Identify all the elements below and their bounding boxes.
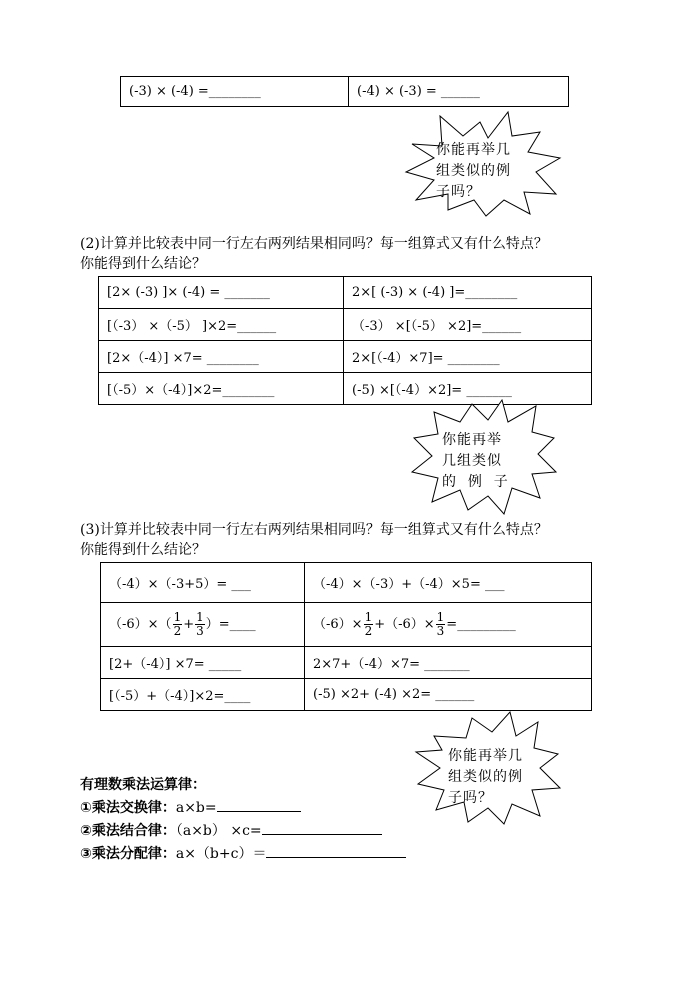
section2-r4-left: [（-5）×（-4）]×2=________ — [99, 373, 344, 405]
bubble1-line2: 组类似的例 — [436, 163, 511, 179]
section3-prompt-line2: 你能得到什么结论？ — [80, 542, 206, 558]
section2-r1-right: 2×[ (-3) × (-4) ]=________ — [344, 277, 592, 309]
expr-part: （-6）×（ — [109, 617, 172, 632]
bubble2-line2: 几组类似 — [442, 453, 502, 469]
law2-blank — [262, 822, 382, 835]
section3-r2-left — [101, 603, 305, 647]
expr-part: ）=____ — [205, 617, 256, 632]
section3-r3-right: 2×7+（-4）×7= _______ — [305, 647, 592, 679]
section3-prompt-line1: (3)计算并比较表中同一行左右两列结果相同吗？每一组算式又有什么特点？ — [80, 522, 548, 538]
section2-r4-right: (-5) ×[（-4）×2]= _______ — [344, 373, 592, 405]
section1-table — [120, 76, 569, 107]
section3-r4-left: [（-5）+（-4）]×2=____ — [101, 679, 305, 711]
section3-r1-right: （-4）×（-3）+（-4）×5= ___ — [305, 563, 592, 603]
law2-label: ②乘法结合律： — [80, 823, 176, 839]
section3-r4-right: (-5) ×2+ (-4) ×2= ______ — [305, 679, 592, 711]
law3-expr: a×（b+c）＝ — [175, 846, 267, 862]
bubble2-line3: 的 例 子 — [442, 474, 509, 490]
bubble1-line1: 你能再举几 — [436, 142, 511, 158]
bubble3-line3: 子吗？ — [448, 790, 493, 806]
expr-part: （-6）× — [313, 617, 363, 632]
law1-expr: a×b= — [175, 800, 217, 816]
law3-blank — [266, 845, 406, 858]
law-associative — [80, 820, 406, 843]
section2-r3-right: 2×[（-4）×7]= ________ — [344, 341, 592, 373]
section2-prompt-line1: (2)计算并比较表中同一行左右两列结果相同吗？每一组算式又有什么特点？ — [80, 236, 548, 252]
law3-label: ③乘法分配律： — [80, 846, 176, 862]
section3-r3-left: [2+（-4）] ×7= _____ — [101, 647, 305, 679]
law1-label: ①乘法交换律： — [80, 800, 176, 816]
speech-burst-3 — [412, 710, 562, 828]
speech-burst-1 — [400, 108, 565, 218]
section3-r2-right — [305, 603, 592, 647]
bubble3-line1: 你能再举几 — [448, 748, 523, 764]
section1-left-cell: (-3) × (-4) =________ — [121, 77, 349, 107]
section2-r2-right: （-3） ×[（-5） ×2]=______ — [344, 309, 592, 341]
section2-r2-left: [（-3） ×（-5） ]×2=______ — [99, 309, 344, 341]
bubble2-line1: 你能再举 — [442, 432, 502, 448]
law2-expr: （a×b） ×c= — [175, 823, 262, 839]
section2-prompt — [80, 234, 548, 274]
laws-title: 有理数乘法运算律： — [80, 777, 206, 793]
fraction-half: $\frac{1}{2}$ — [173, 610, 182, 638]
plus-sign: + — [183, 617, 195, 632]
bubble1-line3: 子吗？ — [436, 184, 481, 200]
fraction-third: $\frac{1}{3}$ — [196, 610, 204, 638]
section3-r1-left: （-4）×（-3+5）= ___ — [101, 563, 305, 603]
section3-prompt — [80, 520, 548, 560]
fraction-third: $\frac{1}{3}$ — [436, 610, 445, 638]
speech-burst-2 — [408, 398, 558, 516]
expr-part: =_________ — [446, 617, 516, 632]
section1-right-cell: (-4) × (-3) = ______ — [349, 77, 569, 107]
section2-r1-left: [2× (-3) ]× (-4) = _______ — [99, 277, 344, 309]
fraction-half: $\frac{1}{2}$ — [364, 610, 373, 638]
section2-prompt-line2: 你能得到什么结论？ — [80, 256, 206, 272]
bubble3-line2: 组类似的例 — [448, 769, 523, 785]
expr-part: +（-6）× — [374, 617, 435, 632]
law-commutative — [80, 797, 406, 820]
section2-table — [98, 276, 592, 405]
multiplication-laws — [80, 774, 406, 866]
section2-r3-left: [2×（-4）] ×7= ________ — [99, 341, 344, 373]
section3-table — [100, 562, 592, 711]
law1-blank — [217, 799, 301, 812]
law-distributive — [80, 843, 406, 866]
